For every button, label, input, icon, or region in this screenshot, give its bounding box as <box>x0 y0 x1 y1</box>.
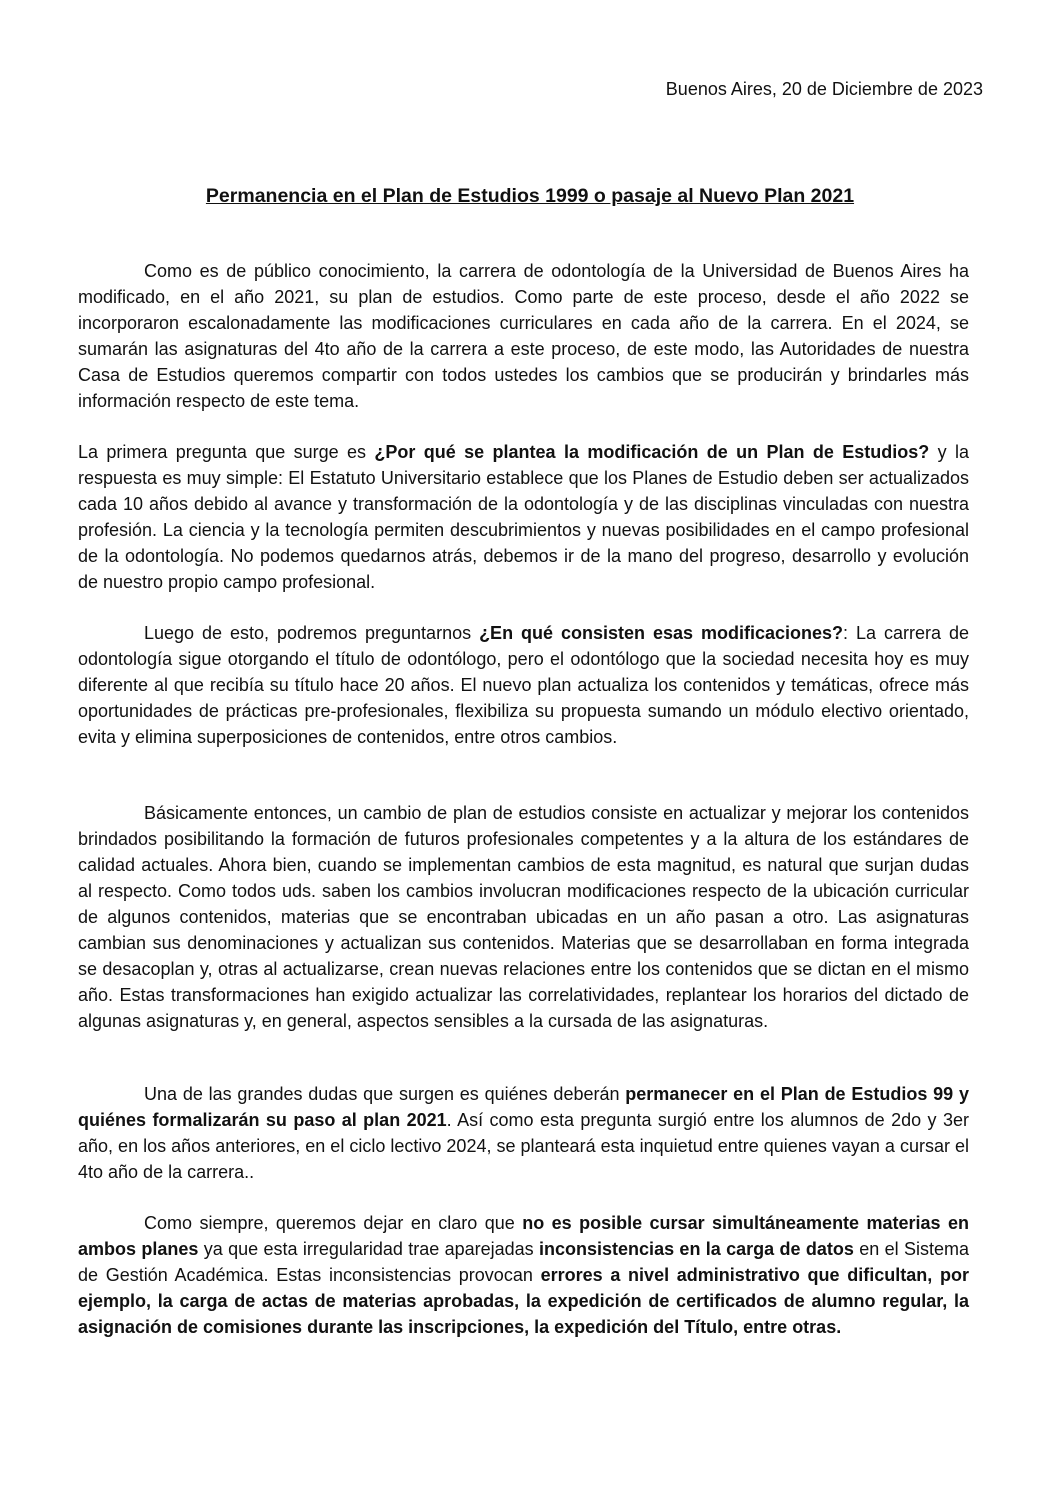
document-title-text: Permanencia en el Plan de Estudios 1999 o pasaje al Nuevo Plan 2021 <box>205 185 855 207</box>
paragraph-warning <box>78 1210 969 1340</box>
paragraph-what-changes-intro: Luego de esto, podremos preguntarnos <box>144 623 480 643</box>
warning-highlight-3: errores a nivel administrativo que dificultan, por ejemplo, la carga de actas de materias aprobadas, la expedición de certificados de alumno regular, la asignación de comisiones durante las inscripciones, la expedición del Título, entre otras. <box>78 1265 969 1337</box>
paragraph-what-changes-rest: : La carrera de odontología sigue otorgando el título de odontólogo, pero el odontólogo que la sociedad necesita hoy es muy diferente al que recibía su título hace 20 años. El nuevo plan actualiza los contenidos y temáticas, ofrece más oportunidades de prácticas pre-profesionales, flexibiliza su propuesta sumando un módulo electivo orientado, evita y elimina superposiciones de contenidos, entre otros cambios. <box>78 623 969 747</box>
paragraph-what-changes <box>78 620 969 750</box>
paragraph-plan-choice-intro: Una de las grandes dudas que surgen es quiénes deberán <box>144 1084 626 1104</box>
paragraph-summary-text: Básicamente entonces, un cambio de plan de estudios consiste en actualizar y mejorar los contenidos brindados posibilitando la formación de futuros profesionales competentes y a la altura de los estándares de calidad actuales. Ahora bien, cuando se implementan cambios de esta magnitud, es natural que surjan dudas al respecto. Como todos uds. saben los cambios involucran modificaciones respecto de la ubicación curricular de algunos contenidos, materias que se encontraban ubicadas en un año pasan a otro. Las asignaturas cambian sus denominaciones y actualizan sus contenidos. Materias que se desarrollaban en forma integrada se desacoplan y, otras al actualizarse, crean nuevas relaciones entre los contenidos que se dictan en el mismo año. Estas transformaciones han exigido actualizar las correlatividades, replantear los horarios del dictado de algunas asignaturas y, en general, aspectos sensibles a la cursada de las asignaturas. <box>78 803 969 1031</box>
paragraph-intro <box>78 258 969 414</box>
paragraph-why-change-intro: La primera pregunta que surge es <box>78 442 375 462</box>
plan-choice-highlight: permanecer en el Plan de Estudios 99 y quiénes formalizarán su paso al plan 2021 <box>78 1084 969 1130</box>
paragraph-warning-mid-1: ya que esta irregularidad trae aparejadas <box>198 1239 540 1259</box>
warning-highlight-1: no es posible cursar simultáneamente materias en ambos planes <box>78 1213 969 1259</box>
paragraph-why-change <box>78 439 969 595</box>
question-what-changes: ¿En qué consisten esas modificaciones? <box>479 623 844 643</box>
paragraph-warning-mid-2: en el Sistema de Gestión Académica. Estas inconsistencias provocan <box>78 1239 969 1285</box>
paragraph-warning-intro: Como siempre, queremos dejar en claro que <box>144 1213 523 1233</box>
paragraph-intro-text: Como es de público conocimiento, la carrera de odontología de la Universidad de Buenos Aires ha modificado, en el año 2021, su plan de estudios. Como parte de este proceso, desde el año 2022 se incorporaron escalonadamente las modificaciones curriculares en cada año de la carrera. En el 2024, se sumarán las asignaturas del 4to año de la carrera a este proceso, de este modo, las Autoridades de nuestra Casa de Estudios queremos compartir con todos ustedes los cambios que se producirán y brindarles más información respecto de este tema. <box>78 261 969 411</box>
warning-highlight-2: inconsistencias en la carga de datos <box>539 1239 854 1259</box>
paragraph-plan-choice <box>78 1081 969 1185</box>
paragraph-plan-choice-rest: . Así como esta pregunta surgió entre los alumnos de 2do y 3er año, en los años anteriores, en el ciclo lectivo 2024, se planteará esta inquietud entre quienes vayan a cursar el 4to año de la carrera.. <box>78 1110 969 1182</box>
document-title <box>0 182 1060 210</box>
question-why-change: ¿Por qué se plantea la modificación de un Plan de Estudios? <box>374 442 930 462</box>
paragraph-why-change-rest: y la respuesta es muy simple: El Estatuto Universitario establece que los Planes de Estudio deben ser actualizados cada 10 años debido al avance y transformación de la odontología y de las disciplinas vinculadas con nuestra profesión. La ciencia y la tecnología permiten descubrimientos y nuevas posibilidades en el campo profesional de la odontología. No podemos quedarnos atrás, debemos ir de la mano del progreso, desarrollo y evolución de nuestro propio campo profesional. <box>78 442 969 592</box>
paragraph-summary <box>78 800 969 1034</box>
date-line: Buenos Aires, 20 de Diciembre de 2023 <box>665 79 983 99</box>
